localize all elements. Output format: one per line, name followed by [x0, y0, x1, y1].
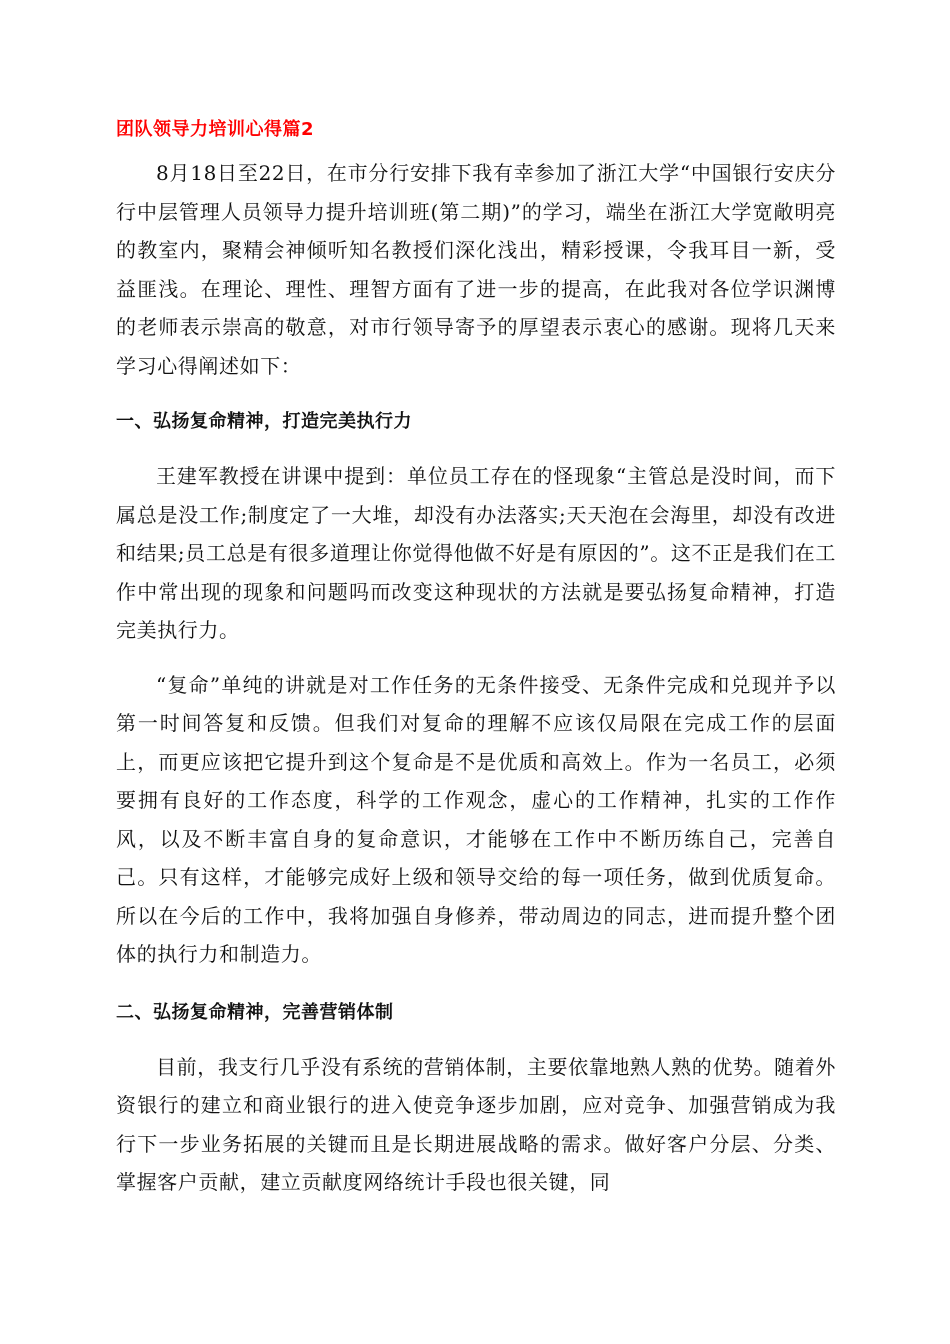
paragraph-section-1-a: 王建军教授在讲课中提到：单位员工存在的怪现象“主管总是没时间，而下属总是没工作;制度定了一大堆，却没有办法落实;天天泡在会海里，却没有改进和结果;员工总是有很多道理让你觉得他做不好是有原因的”。这不正是我们在工作中常出现的现象和问题吗而改变这种现状的方法就是要弘扬复命精神，打造完美执行力。 — [116, 464, 836, 642]
paragraph-section-1-b: “复命”单纯的讲就是对工作任务的无条件接受、无条件完成和兑现并予以第一时间答复和反馈。但我们对复命的理解不应该仅局限在完成工作的层面上，而更应该把它提升到这个复命是不是优质和高效上。作为一名员工，必须要拥有良好的工作态度，科学的工作观念，虚心的工作精神，扎实的工作作风，以及不断丰富自身的复命意识，才能够在工作中不断历练自己，完善自己。只有这样，才能够完成好上级和领导交给的每一项任务，做到优质复命。所以在今后的工作中，我将加强自身修养，带动周边的同志，进而提升整个团体的执行力和制造力。 — [116, 672, 836, 966]
section-heading-2: 二、弘扬复命精神，完善营销体制 — [116, 1001, 394, 1023]
paragraph-section-2-a: 目前，我支行几乎没有系统的营销体制，主要依靠地熟人熟的优势。随着外资银行的建立和商业银行的进入使竞争逐步加剧，应对竞争、加强营销成为我行下一步业务拓展的关键而且是长期进展战略的需求。做好客户分层、分类、掌握客户贡献，建立贡献度网络统计手段也很关键，同 — [116, 1054, 836, 1194]
section-heading-1: 一、弘扬复命精神，打造完美执行力 — [116, 411, 412, 432]
paragraph-intro: 8月18日至22日，在市分行安排下我有幸参加了浙江大学“中国银行安庆分行中层管理人员领导力提升培训班(第二期)”的学习，端坐在浙江大学宽敞明亮的教室内，聚精会神倾听知名教授们深化浅出，精彩授课，令我耳目一新，受益匪浅。在理论、理性、理智方面有了进一步的提高，在此我对各位学识渊博的老师表示崇高的敬意，对市行领导寄予的厚望表示衷心的感谢。现将几天来学习心得阐述如下： — [116, 161, 836, 378]
document-body — [116, 112, 836, 1202]
document-title: 团队领导力培训心得篇2 — [116, 119, 315, 140]
